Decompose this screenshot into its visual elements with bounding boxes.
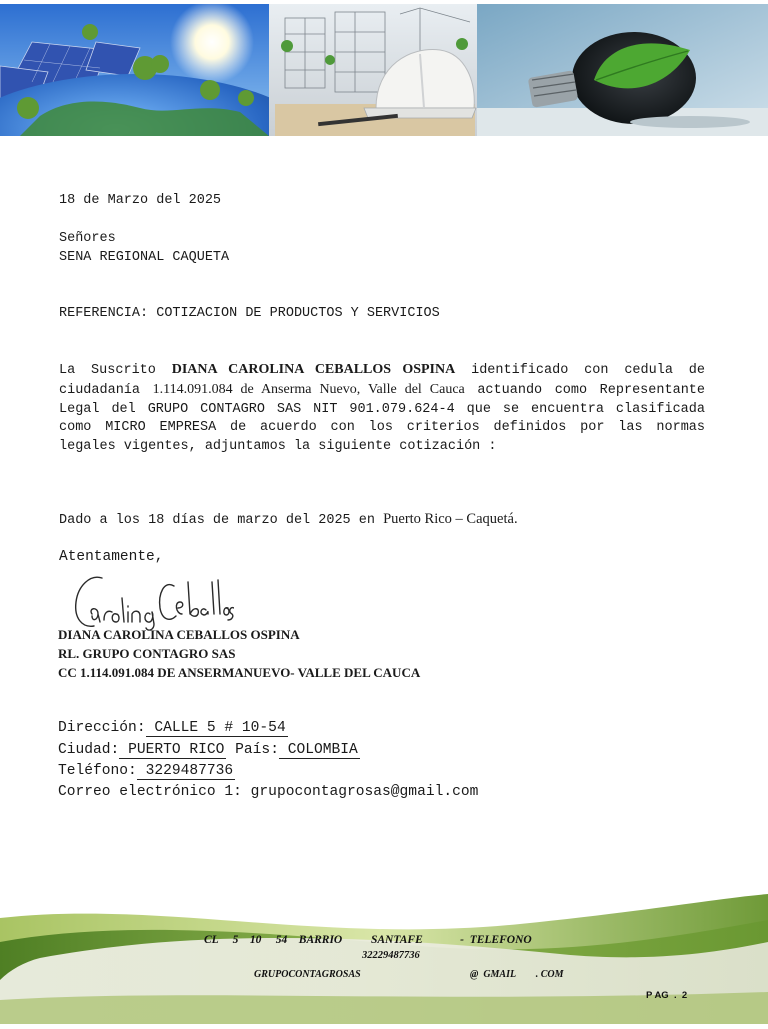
signer-name: DIANA CAROLINA CEBALLOS OSPINA	[58, 627, 300, 642]
body-paragraph	[59, 361, 705, 457]
phone-line	[58, 763, 235, 779]
body-signer-name: DIANA CAROLINA CEBALLOS OSPINA	[171, 362, 456, 377]
phone-value: 3229487736	[136, 763, 234, 779]
signer-id: CC 1.114.091.084 DE ANSERMANUEVO- VALLE DEL CAUCA	[58, 665, 421, 680]
city-line	[58, 742, 360, 758]
footer-phone: 32229487736	[362, 950, 420, 961]
construction-helmet-image	[269, 4, 477, 136]
salutation: Señores	[59, 231, 116, 246]
footer-decoration	[0, 880, 768, 1024]
signer-role: RL. GRUPO CONTAGRO SAS	[58, 646, 236, 661]
email-line: Correo electrónico 1: grupocontagrosas@gmail.com	[58, 784, 479, 800]
given-at-line	[59, 511, 518, 528]
country-label: País:	[226, 742, 279, 758]
body-intro: La Suscrito	[59, 363, 172, 378]
footer-email-user: GRUPOCONTAGROSAS	[254, 969, 361, 980]
reference-line: REFERENCIA: COTIZACION DE PRODUCTOS Y SERVICIOS	[59, 306, 440, 321]
body-id-place: 1.114.091.084 de Anserma Nuevo, Valle del Cauca	[152, 381, 465, 397]
phone-label: Teléfono:	[58, 763, 137, 779]
given-at-prefix: Dado a los 18 días de marzo del 2025 en	[59, 513, 384, 528]
address-value: CALLE 5 # 10-54	[145, 720, 286, 736]
address-label: Dirección:	[58, 720, 146, 736]
handwritten-signature	[62, 568, 234, 634]
leaf-lightbulb-image	[477, 4, 768, 136]
country-value: COLOMBIA	[278, 742, 358, 758]
address-line	[58, 720, 288, 736]
city-value: PUERTO RICO	[119, 742, 225, 758]
body-text-1: identificado con cedula de ciudadanía	[59, 363, 705, 398]
city-label: Ciudad:	[58, 742, 120, 758]
header-banner	[0, 4, 768, 136]
page-number: P AG . 2	[646, 990, 688, 1001]
letter-date: 18 de Marzo del 2025	[59, 193, 222, 208]
body-text-2: actuando como Representante Legal del GRUPO CONTAGRO SAS NIT 901.079.624-4 que se encuentra clasificada como MICRO EMPRESA de acuerdo con los criterios definidos por las normas legales vigentes, adjuntamos la siguiente cotización :	[59, 382, 705, 455]
recipient: SENA REGIONAL CAQUETA	[59, 250, 230, 265]
footer-email-domain: @ GMAIL . COM	[470, 969, 564, 980]
given-at-place: Puerto Rico – Caquetá.	[383, 511, 518, 527]
closing: Atentamente,	[59, 549, 164, 565]
footer-address-line: CL 5 10 54 BARRIO SANTAFE - TELEFONO	[204, 934, 532, 946]
